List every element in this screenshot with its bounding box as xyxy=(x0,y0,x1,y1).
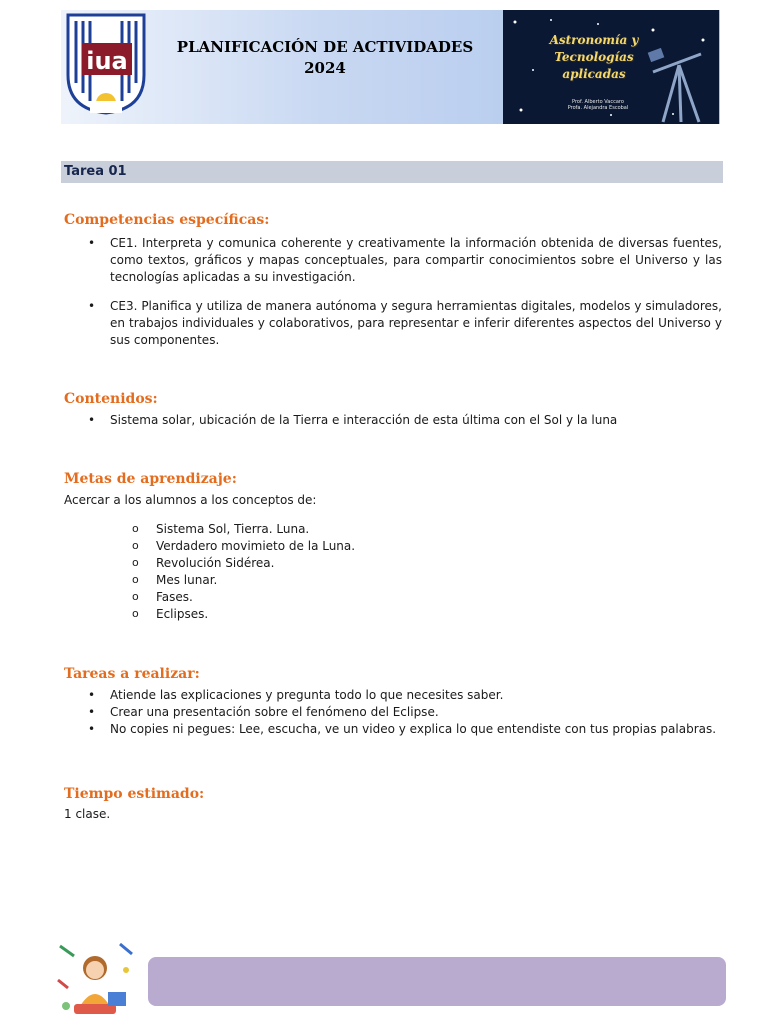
meta-item-2: o Verdadero movimieto de la Luna. xyxy=(156,538,355,555)
footer-bar xyxy=(148,957,726,1006)
meta-item-4: o Mes lunar. xyxy=(156,572,217,589)
task-label: Tarea 01 xyxy=(64,164,127,179)
tarea-item-1: • Atiende las explicaciones y pregunta todo lo que necesites saber. xyxy=(110,687,722,704)
competencias-heading: Competencias específicas: xyxy=(64,212,270,228)
banner-title xyxy=(539,32,649,83)
task-bar xyxy=(61,161,723,183)
tarea-item-3: • No copies ni pegues: Lee, escucha, ve un video y explica lo que entendiste con tus propias palabras. xyxy=(110,721,722,738)
competencia-item-1: • CE1. Interpreta y comunica coherente y creativamente la información obtenida de diversas fuentes, como textos, gráficos y mapas conceptuales, para compartir conocimientos sobre el Universo y las tecnologías aplicadas a su investigación. xyxy=(110,235,722,286)
meta-item-3: o Revolución Sidérea. xyxy=(156,555,274,572)
meta-item-5: o Fases. xyxy=(156,589,193,606)
tareas-heading: Tareas a realizar: xyxy=(64,666,200,682)
contenidos-heading: Contenidos: xyxy=(64,391,158,407)
student-illustration xyxy=(54,940,136,1018)
metas-heading: Metas de aprendizaje: xyxy=(64,471,237,487)
competencia-item-2: • CE3. Planifica y utiliza de manera autónoma y segura herramientas digitales, modelos y simuladores, en trabajos individuales y colaborativos, para representar e inferir diferentes aspectos del Universo y sus componentes. xyxy=(110,298,722,349)
meta-item-1: o Sistema Sol, Tierra. Luna. xyxy=(156,521,309,538)
iua-logo xyxy=(66,13,146,115)
banner-title-line-1: Astronomía y xyxy=(549,33,639,47)
course-banner xyxy=(503,10,719,124)
banner-credits xyxy=(553,99,643,111)
title-line-2: 2024 xyxy=(304,59,346,77)
banner-title-line-2: Tecnologías xyxy=(554,50,634,64)
tiempo-heading: Tiempo estimado: xyxy=(64,786,205,802)
tiempo-value: 1 clase. xyxy=(64,807,111,821)
banner-credit-1: Prof. Alberto Vaccaro xyxy=(572,99,624,105)
logo-text: iua xyxy=(86,47,128,75)
meta-item-6: o Eclipses. xyxy=(156,606,208,623)
tarea-item-2: • Crear una presentación sobre el fenómeno del Eclipse. xyxy=(110,704,722,721)
banner-credit-2: Profa. Alejandra Escobal xyxy=(567,105,629,111)
banner-title-line-3: aplicadas xyxy=(562,67,626,81)
contenido-item-1: • Sistema solar, ubicación de la Tierra e interacción de esta última con el Sol y la luna xyxy=(110,412,722,429)
title-line-1: PLANIFICACIÓN DE ACTIVIDADES xyxy=(176,38,474,56)
page-title xyxy=(150,37,500,79)
metas-intro: Acercar a los alumnos a los conceptos de: xyxy=(64,493,317,507)
